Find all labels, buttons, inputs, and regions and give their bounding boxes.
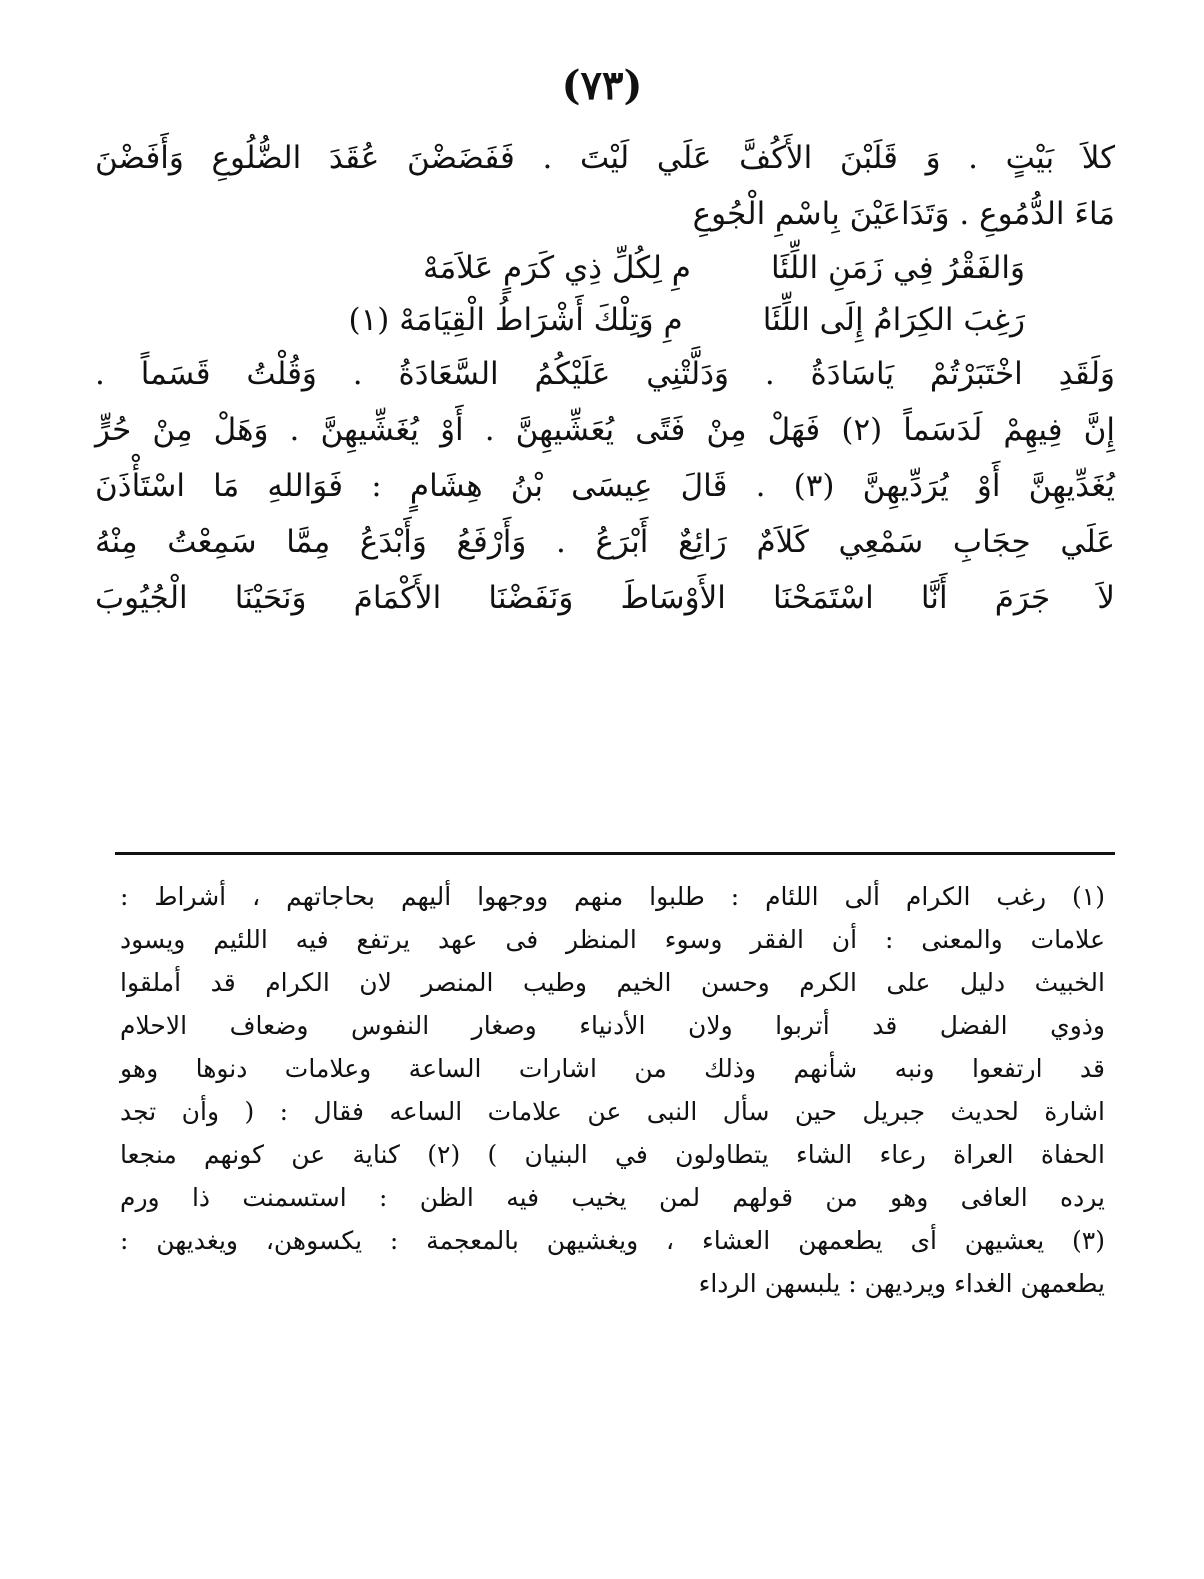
verse-first-hemistich: وَالفَقْرُ فِي زَمَنِ اللِّئَا: [770, 250, 1025, 286]
verse-first-hemistich: رَغِبَ الكِرَامُ إِلَى اللِّئَا: [762, 302, 1025, 338]
footnote-line: اشارة لحديث جبريل حين سأل النبى عن علامات الساعه فقال : ( وأن تجد: [120, 1097, 1105, 1126]
footnote-line: الخبيث دليل على الكرم وحسن الخيم وطيب المنصر لان الكرام قد أملقوا: [120, 968, 1105, 997]
text-line: كلاَ بَيْتٍ . وَ قَلَبْنَ الأَكُفَّ عَلَي لَيْتَ . فَفَضَضْنَ عُقَدَ الضُّلُوعِ وَأَفَضْنَ: [95, 140, 1115, 176]
footnote-line: الحفاة العراة رعاء الشاء يتطاولون في البنيان ) (٢) كناية عن كونهم منجعا: [120, 1140, 1105, 1169]
footnote-line: (٣) يعشيهن أى يطعمهن العشاء ، ويغشيهن بالمعجمة : يكسوهن، ويغديهن :: [120, 1226, 1105, 1255]
footnote-line: (١) رغب الكرام ألى اللئام : طلبوا منهم ووجهوا أليهم بحاجاتهم ، أشراط :: [120, 882, 1105, 911]
text-line: عَلَي حِجَابِ سَمْعِي كَلاَمٌ رَائِعٌ أَبْرَعُ . وَأَرْفَعُ وَأَبْدَعُ مِمَّا سَمِعْتُ مِنْهُ: [95, 524, 1115, 560]
verse-second-hemistich: مِ وَتِلْكَ أَشْرَاطُ الْقِيَامَهْ (١): [348, 302, 683, 338]
text-line: مَاءَ الدُّمُوعِ . وَتَدَاعَيْنَ بِاسْمِ الْجُوعِ: [692, 196, 1115, 232]
footnote-line: وذوي الفضل قد أتربوا ولان الأدنياء وصغار النفوس وضعاف الاحلام: [120, 1011, 1105, 1040]
text-line: يُغَدِّيهِنَّ أَوْ يُرَدِّيهِنَّ (٣) . قَالَ عِيسَى بْنُ هِشَامٍ : فَوَاللهِ مَا اسْتَأْذَنَ: [95, 468, 1115, 504]
text-line: وَلَقَدِ اخْتَبَرْتُمْ يَاسَادَةُ . وَدَلَّتْنِي عَلَيْكُمُ السَّعَادَةُ . وَقُلْتُ قَسَماً .: [95, 356, 1115, 392]
footnote-line: يطعمهن الغداء ويرديهن : يلبسهن الرداء: [698, 1269, 1105, 1298]
main-text: [95, 130, 1115, 626]
footnotes: [120, 875, 1105, 1305]
footnote-divider: [115, 852, 1115, 855]
footnote-line: قد ارتفعوا ونبه شأنهم وذلك من اشارات الساعة وعلامات دنوها وهو: [120, 1054, 1105, 1083]
footnote-line: يرده العافى وهو من قولهم لمن يخيب فيه الظن : استسمنت ذا ورم: [120, 1183, 1105, 1212]
verse-second-hemistich: مِ لِكُلِّ ذِي كَرَمٍ عَلاَمَهْ: [422, 250, 691, 286]
text-line: لاَ جَرَمَ أَنَّا اسْتَمَحْنَا الأَوْسَاطَ وَنَفَضْنَا الأَكْمَامَ وَنَحَيْنَا الْجُيُوبَ: [95, 580, 1115, 616]
text-line: إِنَّ فِيهِمْ لَدَسَماً (٢) فَهَلْ مِنْ فَتًى يُعَشِّيهِنَّ . أَوْ يُغَشِّيهِنَّ . وَهَلْ مِنْ حُرٍّ: [95, 412, 1115, 448]
page-number: (٧٣): [561, 62, 643, 109]
verse-line: [95, 242, 1115, 294]
verse-line: [95, 294, 1115, 346]
footnote-line: علامات والمعنى : أن الفقر وسوء المنظر فى عهد يرتفع فيه اللئيم ويسود: [120, 925, 1105, 954]
